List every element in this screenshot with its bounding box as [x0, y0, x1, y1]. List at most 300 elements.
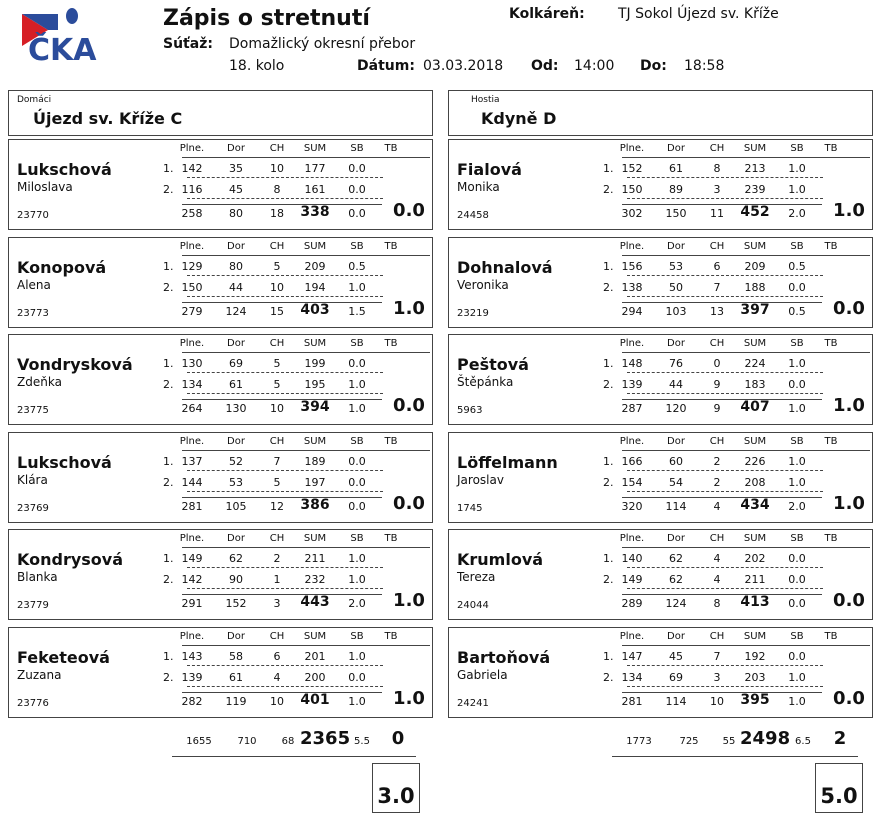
player-tb: 1.0: [393, 297, 425, 319]
game-cell: 0.0: [788, 552, 806, 565]
player-surname: Fialová: [457, 160, 522, 179]
column-header: CH: [709, 338, 725, 349]
total-cell: 413: [740, 594, 770, 610]
game-cell: 0.0: [348, 454, 366, 468]
game-number: 1.: [603, 357, 614, 370]
game-number: 2.: [163, 378, 174, 391]
game-cell: 4: [713, 573, 721, 586]
away-total-line: [612, 756, 858, 757]
column-header: Plne.: [179, 533, 205, 544]
game-number: 1.: [163, 552, 174, 565]
game-cell: 3: [713, 183, 721, 196]
game-cell: 134: [181, 378, 203, 391]
total-cell: 10: [270, 402, 284, 415]
column-header: SUM: [303, 240, 327, 252]
player-firstname: Alena: [17, 277, 51, 292]
game-cell: 3: [713, 670, 721, 684]
game-number: 1.: [163, 259, 174, 273]
game-cell: 10: [270, 280, 284, 294]
column-header: SB: [790, 338, 804, 349]
total-cell: 2.0: [788, 499, 806, 513]
game-number: 2.: [603, 670, 614, 684]
column-header: Plne.: [179, 630, 205, 642]
game-cell: 7: [273, 454, 281, 468]
player-surname: Kondrysová: [17, 550, 124, 569]
game-cell: 62: [229, 552, 243, 565]
game-cell: 5: [273, 475, 281, 489]
game-separator: [627, 275, 823, 276]
game-cell: 0.0: [348, 357, 366, 370]
game-separator: [187, 275, 383, 276]
column-header: SUM: [303, 435, 327, 447]
game-cell: 0.0: [348, 162, 366, 175]
sum-line: [182, 399, 382, 400]
column-header: Plne.: [179, 435, 205, 447]
player-id: 23775: [17, 405, 49, 416]
game-cell: 1.0: [348, 649, 366, 663]
game-cell: 161: [304, 183, 326, 196]
total-cell: 320: [621, 499, 643, 513]
total-cell: 120: [665, 402, 687, 415]
player-tb: 0.0: [393, 395, 425, 416]
player-tb: 1.0: [393, 687, 425, 709]
away-player-box: [448, 432, 873, 523]
column-header: CH: [269, 143, 285, 154]
total-cell: 11: [710, 207, 724, 220]
total-cell: 4: [713, 499, 721, 513]
player-id: 23769: [17, 502, 49, 514]
game-number: 1.: [163, 162, 174, 175]
game-separator: [187, 567, 383, 568]
player-firstname: Štěpánka: [457, 375, 514, 389]
column-header: Plne.: [179, 143, 205, 154]
column-header: Plne.: [179, 240, 205, 252]
game-cell: 58: [229, 649, 243, 663]
game-cell: 0.0: [348, 670, 366, 684]
total-cell: 434: [740, 496, 770, 513]
header-line: [182, 645, 430, 646]
total-cell: 397: [740, 301, 770, 318]
home-player-box: [8, 334, 433, 425]
column-header: SUM: [303, 338, 327, 349]
player-surname: Peštová: [457, 355, 529, 374]
game-number: 2.: [163, 670, 174, 684]
total-cell: 150: [665, 207, 687, 220]
total-cell: 1.0: [788, 402, 806, 415]
player-firstname: Gabriela: [457, 667, 508, 682]
away-player-box: [448, 237, 873, 328]
to-value: 18:58: [684, 58, 725, 74]
total-cell: 10: [270, 694, 284, 708]
game-cell: 166: [621, 454, 643, 468]
player-firstname: Monika: [457, 180, 500, 194]
total-cell: 258: [181, 207, 203, 220]
column-header: TB: [824, 435, 838, 447]
game-cell: 202: [744, 552, 766, 565]
header-line: [622, 450, 870, 451]
game-cell: 208: [744, 475, 766, 489]
game-separator: [627, 686, 823, 687]
game-cell: 0.0: [348, 183, 366, 196]
column-header: CH: [269, 630, 285, 642]
total-cell: 103: [665, 304, 687, 318]
column-header: SUM: [743, 143, 767, 154]
column-header: SB: [350, 240, 364, 252]
sum-line: [622, 594, 822, 595]
column-header: SUM: [303, 630, 327, 642]
game-cell: 10: [270, 162, 284, 175]
column-header: Plne.: [619, 533, 645, 544]
column-header: SB: [790, 630, 804, 642]
total-cell: 1.5: [348, 304, 366, 318]
player-surname: Dohnalová: [457, 257, 553, 277]
game-cell: 156: [621, 259, 643, 273]
game-cell: 4: [713, 552, 721, 565]
total-cell: 152: [225, 597, 247, 610]
game-cell: 150: [181, 280, 203, 294]
total-cell: 119: [225, 694, 247, 708]
game-separator: [187, 393, 383, 394]
total-cell: 1.0: [788, 694, 806, 708]
player-firstname: Blanka: [17, 570, 58, 584]
total-cell: 294: [621, 304, 643, 318]
game-cell: 189: [304, 454, 326, 468]
game-cell: 0.5: [788, 259, 806, 273]
column-header: CH: [709, 630, 725, 642]
total-cell: 403: [300, 301, 330, 318]
column-header: SB: [350, 338, 364, 349]
game-separator: [187, 491, 383, 492]
total-cell: 407: [740, 399, 770, 415]
away-player-box: [448, 334, 873, 425]
away-total-cell: 1773: [626, 736, 652, 747]
game-cell: 1.0: [788, 475, 806, 489]
from-label: Od:: [531, 58, 559, 74]
column-header: SUM: [743, 533, 767, 544]
game-cell: 130: [181, 357, 203, 370]
total-cell: 0.0: [348, 499, 366, 513]
away-player-box: [448, 139, 873, 230]
total-cell: 8: [713, 597, 721, 610]
total-cell: 0.5: [788, 304, 806, 318]
sum-line: [622, 692, 822, 693]
game-cell: 0.0: [788, 649, 806, 663]
game-cell: 140: [621, 552, 643, 565]
column-header: Dor: [667, 435, 685, 447]
game-cell: 0.5: [348, 259, 366, 273]
column-header: TB: [384, 338, 398, 349]
home-total-cell: 2365: [300, 728, 351, 749]
column-header: SB: [790, 143, 804, 154]
game-cell: 138: [621, 280, 643, 294]
home-total-cell: 0: [391, 728, 405, 749]
player-id: 24458: [457, 210, 489, 221]
game-cell: 144: [181, 475, 203, 489]
game-number: 1.: [603, 162, 614, 175]
game-separator: [187, 177, 383, 178]
column-header: SB: [790, 533, 804, 544]
player-firstname: Klára: [17, 472, 48, 487]
game-cell: 8: [713, 162, 721, 175]
game-cell: 61: [669, 162, 683, 175]
total-cell: 386: [300, 496, 330, 513]
home-player-box: [8, 237, 433, 328]
header-line: [622, 352, 870, 353]
game-cell: 203: [744, 670, 766, 684]
total-cell: 302: [621, 207, 643, 220]
game-cell: 149: [181, 552, 203, 565]
header-line: [182, 450, 430, 451]
player-id: 23219: [457, 307, 489, 319]
to-label: Do:: [640, 58, 667, 74]
player-surname: Konopová: [17, 257, 107, 277]
game-cell: 90: [229, 573, 243, 586]
total-cell: 114: [665, 499, 687, 513]
game-separator: [627, 470, 823, 471]
game-number: 1.: [603, 552, 614, 565]
column-header: CH: [269, 338, 285, 349]
game-cell: 54: [669, 475, 683, 489]
game-cell: 143: [181, 649, 203, 663]
game-cell: 1.0: [788, 670, 806, 684]
game-cell: 61: [229, 670, 243, 684]
sum-line: [182, 497, 382, 498]
total-cell: 12: [270, 499, 284, 513]
competition-value: Domažlický okresní přebor: [229, 36, 416, 52]
away-player-box: [448, 627, 873, 718]
game-number: 1.: [163, 649, 174, 663]
player-tb: 0.0: [393, 200, 425, 221]
game-cell: 76: [669, 357, 683, 370]
column-header: Dor: [227, 338, 245, 349]
total-cell: 0.0: [348, 207, 366, 220]
game-cell: 1: [273, 573, 281, 586]
sum-line: [182, 204, 382, 205]
player-tb: 1.0: [833, 200, 865, 221]
total-cell: 291: [181, 597, 203, 610]
home-total-line: [172, 756, 416, 757]
total-cell: 443: [300, 594, 330, 610]
game-separator: [627, 177, 823, 178]
column-header: Plne.: [619, 630, 645, 642]
game-cell: 7: [713, 649, 721, 663]
game-cell: 80: [229, 259, 243, 273]
from-value: 14:00: [574, 58, 615, 74]
column-header: SUM: [303, 143, 327, 154]
column-header: SB: [790, 240, 804, 252]
game-cell: 183: [744, 378, 766, 391]
sum-line: [182, 594, 382, 595]
game-cell: 45: [229, 183, 243, 196]
game-separator: [187, 665, 383, 666]
game-cell: 7: [713, 280, 721, 294]
column-header: CH: [269, 240, 285, 252]
header-line: [182, 157, 430, 158]
total-cell: 1.0: [348, 694, 366, 708]
column-header: TB: [384, 533, 398, 544]
player-surname: Feketeová: [17, 647, 110, 667]
game-cell: 9: [713, 378, 721, 391]
date-value: 03.03.2018: [423, 58, 504, 74]
game-cell: 188: [744, 280, 766, 294]
game-separator: [187, 372, 383, 373]
column-header: SUM: [743, 240, 767, 252]
home-final-score: 3.0: [372, 763, 420, 813]
game-cell: 137: [181, 454, 203, 468]
game-cell: 129: [181, 259, 203, 273]
column-header: TB: [824, 240, 838, 252]
game-cell: 147: [621, 649, 643, 663]
column-header: TB: [384, 240, 398, 252]
column-header: Dor: [667, 240, 685, 252]
game-cell: 62: [669, 573, 683, 586]
total-cell: 281: [621, 694, 643, 708]
svg-text:ČKA: ČKA: [28, 33, 97, 68]
column-header: SB: [790, 435, 804, 447]
column-header: SUM: [743, 435, 767, 447]
player-firstname: Zdeňka: [17, 375, 62, 389]
game-separator: [627, 567, 823, 568]
game-cell: 209: [744, 259, 766, 273]
game-cell: 209: [304, 259, 326, 273]
game-cell: 152: [621, 162, 643, 175]
away-team-box: [448, 90, 873, 136]
game-number: 1.: [163, 357, 174, 370]
home-player-box: [8, 432, 433, 523]
game-separator: [627, 491, 823, 492]
player-surname: Lukschová: [17, 452, 112, 472]
game-separator: [627, 393, 823, 394]
total-cell: 394: [300, 399, 330, 415]
away-final-score: 5.0: [815, 763, 863, 813]
away-total-cell: 725: [679, 736, 699, 747]
column-header: CH: [709, 435, 725, 447]
player-id: 23770: [17, 210, 49, 221]
column-header: TB: [824, 533, 838, 544]
game-cell: 154: [621, 475, 643, 489]
column-header: TB: [384, 143, 398, 154]
sum-line: [182, 692, 382, 693]
game-cell: 52: [229, 454, 243, 468]
venue-label: Kolkáreň:: [509, 6, 585, 22]
game-cell: 2: [713, 454, 721, 468]
game-number: 2.: [603, 573, 614, 586]
column-header: Dor: [227, 435, 245, 447]
club-logo: [18, 6, 110, 68]
total-cell: 0.0: [788, 597, 806, 610]
home-player-box: [8, 529, 433, 620]
away-total-cell: 55: [722, 736, 736, 747]
total-cell: 2.0: [348, 597, 366, 610]
home-player-box: [8, 139, 433, 230]
game-cell: 139: [181, 670, 203, 684]
game-number: 2.: [163, 280, 174, 294]
game-cell: 45: [669, 649, 683, 663]
header-line: [622, 255, 870, 256]
total-cell: 289: [621, 597, 643, 610]
game-cell: 232: [304, 573, 326, 586]
player-id: 5963: [457, 405, 483, 416]
player-tb: 0.0: [393, 492, 425, 514]
game-cell: 0: [713, 357, 721, 370]
total-cell: 281: [181, 499, 203, 513]
game-cell: 53: [229, 475, 243, 489]
game-number: 1.: [603, 649, 614, 663]
player-surname: Krumlová: [457, 550, 544, 569]
game-cell: 2: [273, 552, 281, 565]
game-cell: 1.0: [348, 573, 366, 586]
column-header: SUM: [743, 630, 767, 642]
column-header: Dor: [227, 630, 245, 642]
game-number: 2.: [603, 280, 614, 294]
venue-value: TJ Sokol Újezd sv. Kříže: [618, 6, 779, 22]
game-cell: 1.0: [788, 183, 806, 196]
column-header: Dor: [227, 240, 245, 252]
game-separator: [187, 296, 383, 297]
total-cell: 130: [225, 402, 247, 415]
game-separator: [187, 470, 383, 471]
game-cell: 134: [621, 670, 643, 684]
game-cell: 239: [744, 183, 766, 196]
total-cell: 105: [225, 499, 247, 513]
header-line: [622, 157, 870, 158]
game-number: 1.: [603, 259, 614, 273]
sum-line: [622, 302, 822, 303]
column-header: Plne.: [619, 143, 645, 154]
game-cell: 6: [273, 649, 281, 663]
sum-line: [622, 497, 822, 498]
game-cell: 197: [304, 475, 326, 489]
game-cell: 5: [273, 378, 281, 391]
column-header: SUM: [303, 533, 327, 544]
game-cell: 35: [229, 162, 243, 175]
game-cell: 211: [304, 552, 326, 565]
column-header: SB: [350, 630, 364, 642]
game-separator: [627, 588, 823, 589]
total-cell: 282: [181, 694, 203, 708]
game-cell: 199: [304, 357, 326, 370]
game-cell: 1.0: [788, 162, 806, 175]
player-tb: 0.0: [833, 590, 865, 611]
game-cell: 1.0: [348, 280, 366, 294]
home-player-box: [8, 627, 433, 718]
column-header: TB: [824, 630, 838, 642]
away-total-cell: 2: [833, 728, 847, 749]
header-line: [182, 547, 430, 548]
game-number: 1.: [163, 454, 174, 468]
column-header: TB: [384, 630, 398, 642]
game-number: 2.: [163, 573, 174, 586]
total-cell: 1.0: [348, 402, 366, 415]
game-cell: 0.0: [788, 280, 806, 294]
game-separator: [627, 296, 823, 297]
column-header: Plne.: [179, 338, 205, 349]
game-cell: 226: [744, 454, 766, 468]
home-total-cell: 5.5: [354, 736, 370, 747]
game-number: 2.: [603, 378, 614, 391]
total-cell: 2.0: [788, 207, 806, 220]
column-header: Dor: [667, 143, 685, 154]
column-header: CH: [269, 533, 285, 544]
player-id: 24044: [457, 600, 489, 611]
page-title: Zápis o stretnutí: [163, 6, 370, 31]
game-cell: 1.0: [348, 552, 366, 565]
game-cell: 0.0: [788, 378, 806, 391]
total-cell: 124: [225, 304, 247, 318]
player-tb: 0.0: [833, 687, 865, 709]
header-line: [182, 352, 430, 353]
game-cell: 53: [669, 259, 683, 273]
